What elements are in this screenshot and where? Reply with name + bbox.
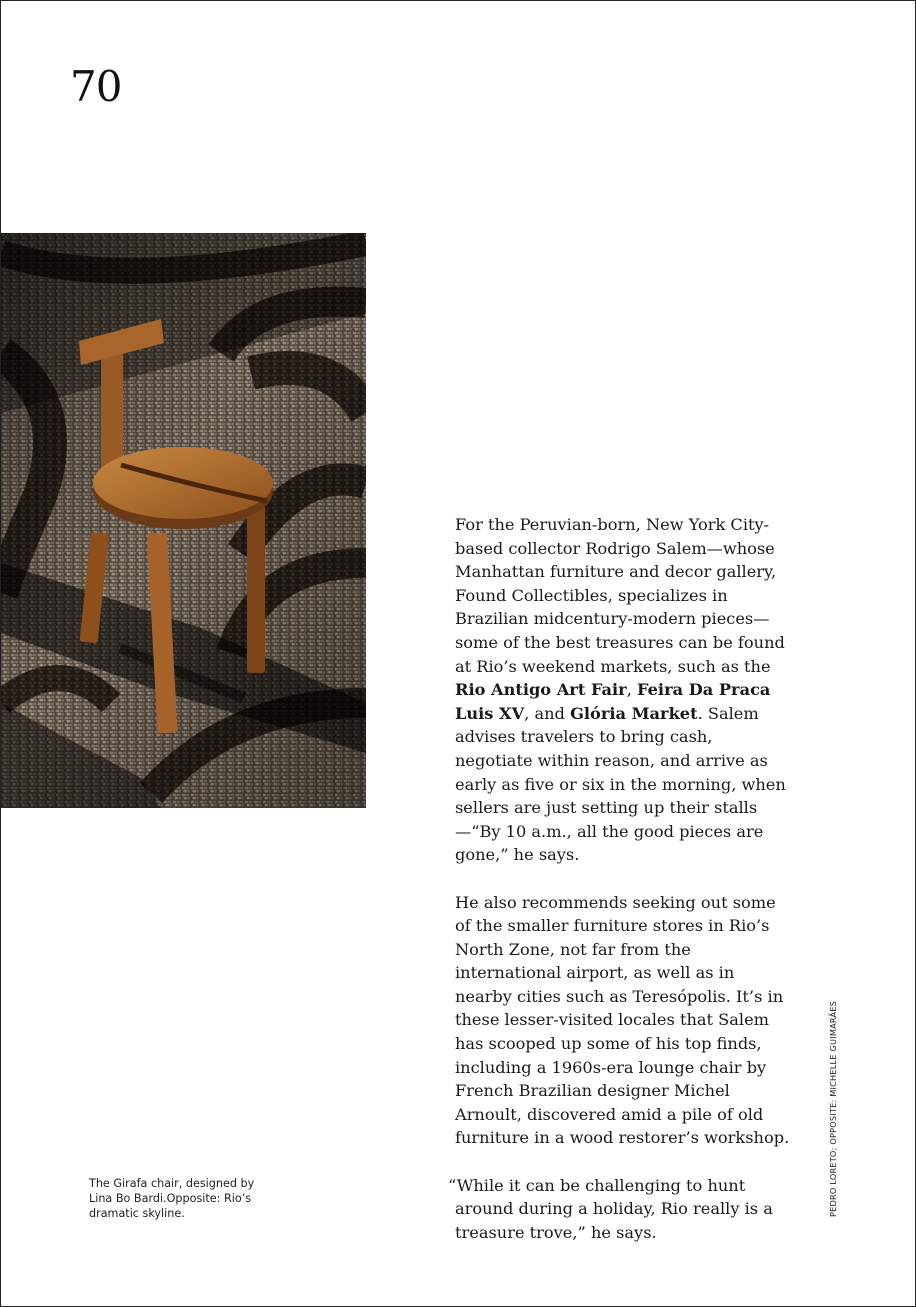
separator: , and xyxy=(524,703,571,723)
article-body xyxy=(448,513,795,1268)
page-number: 70 xyxy=(70,62,122,111)
separator: , xyxy=(626,680,638,700)
article-paragraph: He also recommends seeking out some of the smaller furniture stores in Rio’s North Zone, not far from the international airport, as well as in nearby cities such as Teresópolis. It’s in these lesser-visited locales that Salem has scooped up some of his top finds, including a 1960s-era lounge chair by French Brazilian designer Michel Arnoult, discovered amid a pile of old furniture in a wood restorer’s workshop. xyxy=(455,892,790,1148)
article-paragraph xyxy=(455,513,795,867)
market-name: Rio Antigo Art Fair xyxy=(455,680,627,700)
girafa-chair-photo xyxy=(1,233,366,808)
article-quote: “While it can be challenging to hunt around during a holiday, Rio really is a treasure trove,” he says. xyxy=(448,1175,773,1242)
photo-credit: PEDRO LORETO; OPPOSITE: MICHELLE GUIMARÃES xyxy=(828,1000,838,1217)
paragraph-text: . Salem advises travelers to bring cash, negotiate within reason, and arrive as early as five or six in the morning, when sellers are just setting up their stalls—“By 10 a.m., all the good pieces are gone,” he says. xyxy=(455,703,786,865)
photo-caption: The Girafa chair, designed by Lina Bo Bardi.Opposite: Rio’s dramatic skyline. xyxy=(89,1177,255,1220)
paragraph-text: For the Peruvian-born, New York City-based collector Rodrigo Salem—whose Manhattan furniture and decor gallery, Found Collectibles, specializes in Brazilian midcentury-modern pieces—some of the best treasures can be found at Rio’s weekend markets, such as the xyxy=(455,515,785,676)
market-name: Feira Da Praca Luis XV xyxy=(455,680,771,723)
market-name: Glória Market xyxy=(570,703,698,723)
